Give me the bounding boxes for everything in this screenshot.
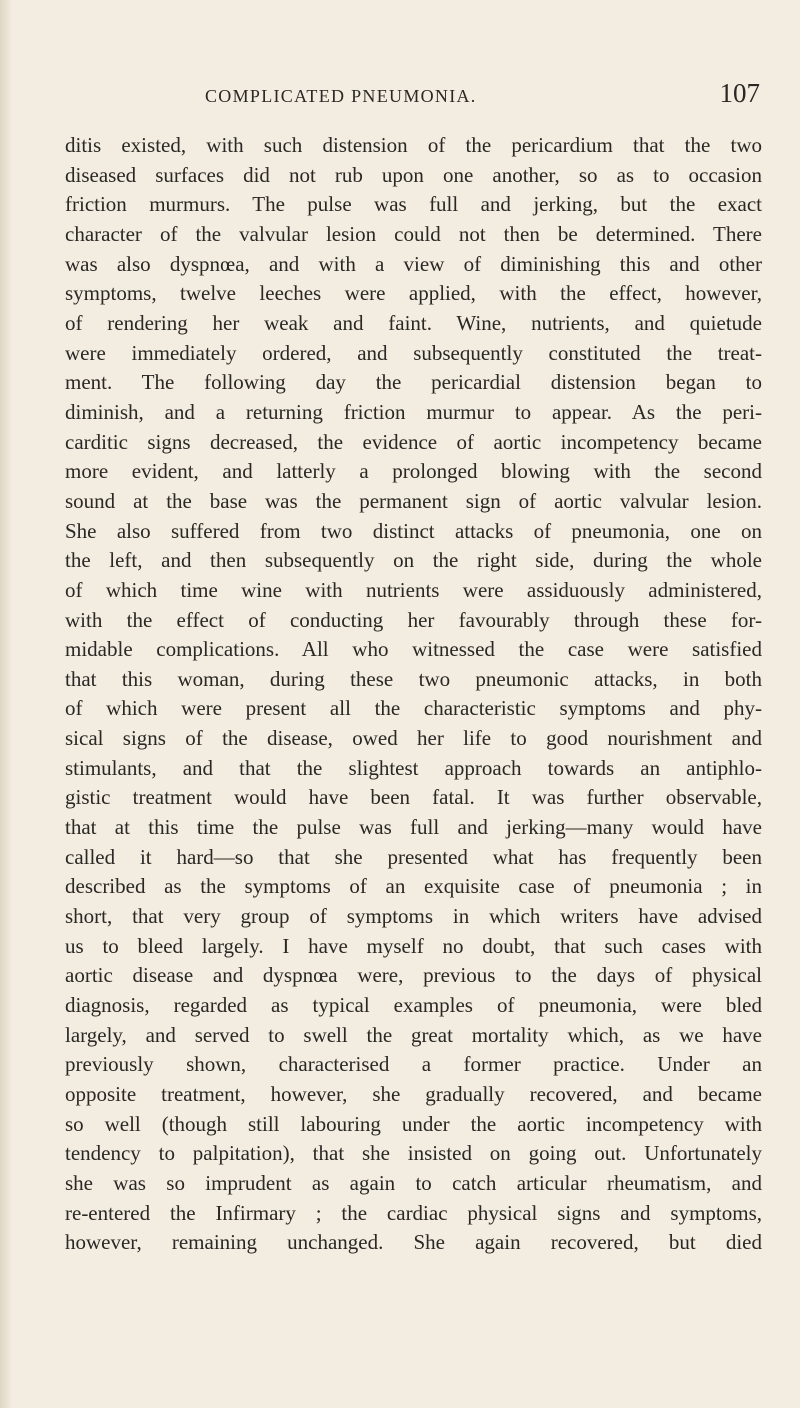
text-line: largely, and served to swell the great mortality which, as we have [65,1022,762,1047]
text-line: tendency to palpitation), that she insisted on going out. Unfortunately [65,1141,762,1166]
text-line: were immediately ordered, and subsequently constituted the treat- [65,340,762,365]
text-line: symptoms, twelve leeches were applied, with the effect, however, [65,281,762,306]
page-gutter-shadow [0,0,12,1408]
text-line: of which time wine with nutrients were assiduously administered, [65,577,762,602]
text-line: opposite treatment, however, she gradually recovered, and became [65,1082,762,1106]
text-line: however, remaining unchanged. She again recovered, but died [65,1230,762,1255]
text-line: stimulants, and that the slightest approach towards an antiphlo- [65,755,762,780]
text-line: described as the symptoms of an exquisite case of pneumonia ; in [65,874,762,899]
text-line: of rendering her weak and faint. Wine, nutrients, and quietude [65,310,762,335]
text-line: midable complications. All who witnessed the case were satisfied [65,637,762,662]
text-line: sound at the base was the permanent sign of aortic valvular lesion. [65,488,762,513]
running-head: COMPLICATED PNEUMONIA. [205,86,477,106]
text-line: was also dyspnœa, and with a view of diminishing this and other [65,251,762,276]
text-line: ment. The following day the pericardial distension began to [65,370,762,395]
text-line: sical signs of the disease, owed her life to good nourishment and [65,726,762,751]
text-line: character of the valvular lesion could not then be determined. There [65,221,762,246]
text-line: diseased surfaces did not rub upon one another, so as to occasion [65,162,762,187]
text-line: that at this time the pulse was full and jerking—many would have [65,815,762,840]
text-line: us to bleed largely. I have myself no doubt, that such cases with [65,933,762,958]
text-line: ditis existed, with such distension of the pericardium that the two [65,133,762,157]
text-line: she was so imprudent as again to catch articular rheumatism, and [65,1170,762,1195]
text-line: diagnosis, regarded as typical examples of pneumonia, were bled [65,993,762,1018]
page-header [65,76,760,112]
text-line: so well (though still labouring under the aortic incompetency with [65,1111,762,1136]
text-line: short, that very group of symptoms in which writers have advised [65,904,762,929]
text-line: diminish, and a returning friction murmur to appear. As the peri- [65,399,762,424]
text-line: of which were present all the characteristic symptoms and phy- [65,696,762,721]
text-line: aortic disease and dyspnœa were, previous to the days of physical [65,963,762,988]
text-line: friction murmurs. The pulse was full and jerking, but the exact [65,192,762,217]
text-line: more evident, and latterly a prolonged blowing with the second [65,459,762,484]
text-line: She also suffered from two distinct attacks of pneumonia, one on [65,518,762,543]
text-line: the left, and then subsequently on the right side, during the whole [65,548,762,573]
body-text [65,131,762,1258]
page-number: 107 [719,78,760,108]
text-line: previously shown, characterised a former practice. Under an [65,1052,762,1077]
text-line: gistic treatment would have been fatal. It was further observable, [65,785,762,810]
text-line: with the effect of conducting her favourably through these for- [65,607,762,632]
text-line: called it hard—so that she presented what has frequently been [65,844,762,869]
text-line: carditic signs decreased, the evidence of aortic incompetency became [65,429,762,454]
text-line: re-entered the Infirmary ; the cardiac physical signs and symptoms, [65,1200,762,1225]
text-line: that this woman, during these two pneumonic attacks, in both [65,666,762,691]
